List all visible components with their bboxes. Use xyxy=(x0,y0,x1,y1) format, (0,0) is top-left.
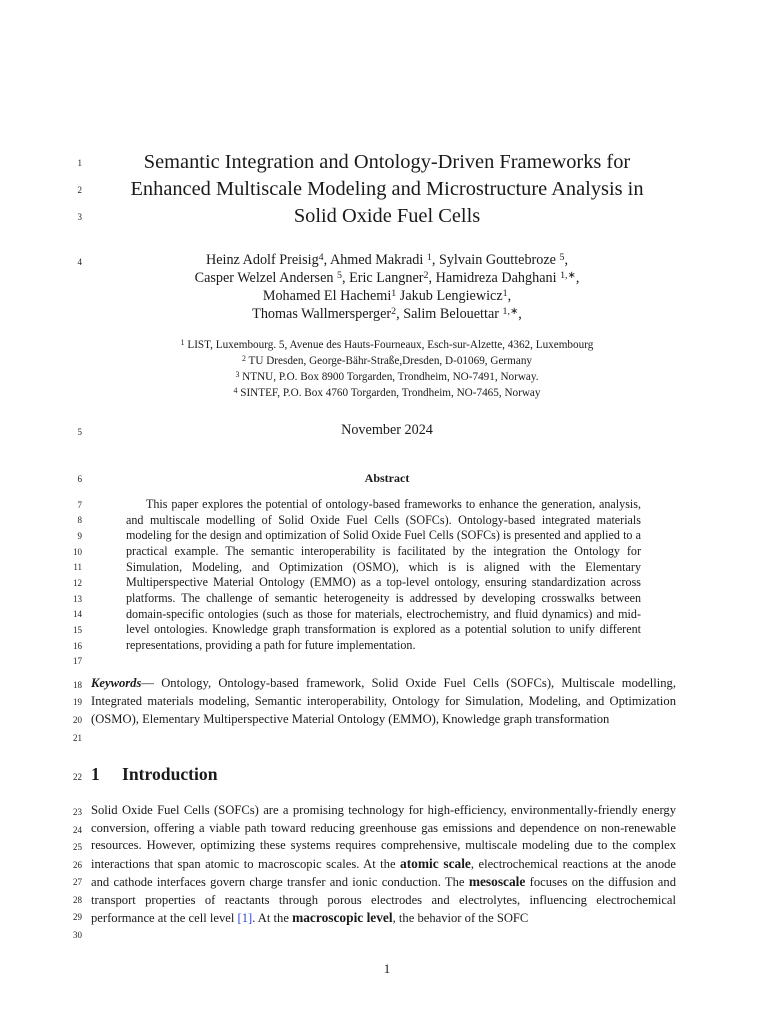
line-number: 14 xyxy=(73,609,82,619)
author-line: Thomas Wallmersperger$^2$, Salim Belouettar $^{1,∗}$, xyxy=(252,306,522,322)
emphasis-term: mesoscale xyxy=(468,874,526,889)
section-title: Introduction xyxy=(122,764,218,784)
affiliation: $^2$ TU Dresden, George-Bähr-Straße,Dresden, D-01069, Germany xyxy=(241,354,533,367)
author-line: Casper Welzel Andersen $^5$, Eric Langner$^2$, Hamidreza Dahghani $^{1,∗}$, xyxy=(194,270,580,286)
line-number: 23 xyxy=(73,807,82,817)
line-number: 29 xyxy=(73,912,82,922)
line-number: 16 xyxy=(73,641,82,651)
author-list xyxy=(90,251,684,323)
title-line: Enhanced Multiscale Modeling and Microstructure Analysis in xyxy=(130,178,644,200)
section-heading xyxy=(91,764,218,785)
line-number: 15 xyxy=(73,625,82,635)
line-number: 4 xyxy=(77,257,82,267)
line-number: 17 xyxy=(73,656,82,666)
line-number: 8 xyxy=(77,515,82,525)
line-number: 1 xyxy=(77,158,82,168)
line-number: 24 xyxy=(73,825,82,835)
keywords xyxy=(91,675,676,728)
line-number: 18 xyxy=(73,680,82,690)
publication-date: November 2024 xyxy=(341,422,433,438)
emphasis-term: macroscopic level xyxy=(292,910,393,925)
line-number: 3 xyxy=(77,212,82,222)
affiliation: $^1$ LIST, Luxembourg. 5, Avenue des Hauts-Fourneaux, Esch-sur-Alzette, 4362, Luxembourg xyxy=(180,338,594,351)
line-number: 25 xyxy=(73,842,82,852)
line-number: 28 xyxy=(73,895,82,905)
section-number: 1 xyxy=(91,764,100,784)
author-line: Heinz Adolf Preisig$^4$, Ahmed Makradi $^1$, Sylvain Gouttebroze $^5$, xyxy=(205,252,569,268)
line-number: 26 xyxy=(73,860,82,870)
keywords-label: Keywords xyxy=(91,676,142,690)
affiliation-list xyxy=(90,337,684,401)
abstract-body xyxy=(126,497,641,654)
author-line: Mohamed El Hachemi$^1$ Jakub Lengiewicz$^1$, xyxy=(262,288,512,304)
line-number: 2 xyxy=(77,185,82,195)
line-number: 10 xyxy=(73,547,82,557)
keywords-text: — Ontology, Ontology-based framework, Solid Oxide Fuel Cells (SOFCs), Multiscale modelling, Integrated materials modeling, Semantic interoperability, Ontology for Simulation, Modeling, and Optimization (OSMO), Elementary Multiperspective Material Ontology (EMMO), Knowledge graph transformation xyxy=(91,676,676,726)
intro-paragraph: Solid Oxide Fuel Cells (SOFCs) are a promising technology for high-efficiency, environmentally-friendly energy conversion, offering a viable path toward reducing greenhouse gas emissions and dependence on non-renewable resources. However, optimizing these systems requires comprehensive, multiscale modeling due to the complex interactions that span atomic to macroscopic scales. At the atomic scale, electrochemical reactions at the anode and cathode interfaces govern charge transfer and ionic conduction. The mesoscale focuses on the diffusion and transport properties of reactants through porous electrodes and electrolytes, influencing electrochemical performance at the cell level [1]. At the macroscopic level, the behavior of the SOFC xyxy=(91,803,677,925)
line-number: 22 xyxy=(73,772,82,782)
line-number: 5 xyxy=(77,427,82,437)
line-number: 6 xyxy=(77,474,82,484)
line-number: 30 xyxy=(73,930,82,940)
abstract-text: This paper explores the potential of ontology-based frameworks to enhance the generation, analysis, and multiscale modelling of Solid Oxide Fuel Cells (SOFCs). Ontology-based integrated materials modeling for the design and optimization of Solid Oxide Fuel Cells (SOFCs) is presented and applied to a practical example. The semantic interoperability is facilitated by the integration the Ontology for Simulation, Modeling, and Optimization (OSMO), which is is aligned with the Elementary Multiperspective Material Ontology (EMMO) as a top-level ontology, ensuring standardization across platforms. The challenge of semantic heterogeneity is addressed by developing crosswalks between domain-specific ontologies (such as those for materials, electrochemistry, and fluid dynamics) and mid-level ontologies. Knowledge graph transformation is explored as a potential solution to unify different representations, providing a path for future implementation. xyxy=(126,497,641,652)
line-number: 12 xyxy=(73,578,82,588)
paper-title xyxy=(90,149,684,230)
line-number: 19 xyxy=(73,697,82,707)
abstract-heading: Abstract xyxy=(364,471,410,485)
affiliation: $^3$ NTNU, P.O. Box 8900 Torgarden, Trondheim, NO-7491, Norway. xyxy=(235,370,539,383)
citation-link[interactable]: [1] xyxy=(237,911,253,925)
line-number: 13 xyxy=(73,594,82,604)
line-number: 11 xyxy=(73,562,82,572)
title-line: Semantic Integration and Ontology-Driven Frameworks for xyxy=(143,151,631,173)
title-line: Solid Oxide Fuel Cells xyxy=(293,205,481,227)
line-number: 21 xyxy=(73,733,82,743)
page-number: 1 xyxy=(383,961,391,976)
line-number: 9 xyxy=(77,531,82,541)
line-number: 20 xyxy=(73,715,82,725)
line-number: 27 xyxy=(73,877,82,887)
line-number: 7 xyxy=(77,500,82,510)
affiliation: $^4$ SINTEF, P.O. Box 4760 Torgarden, Trondheim, NO-7465, Norway xyxy=(233,386,541,399)
emphasis-term: atomic scale xyxy=(400,855,471,871)
